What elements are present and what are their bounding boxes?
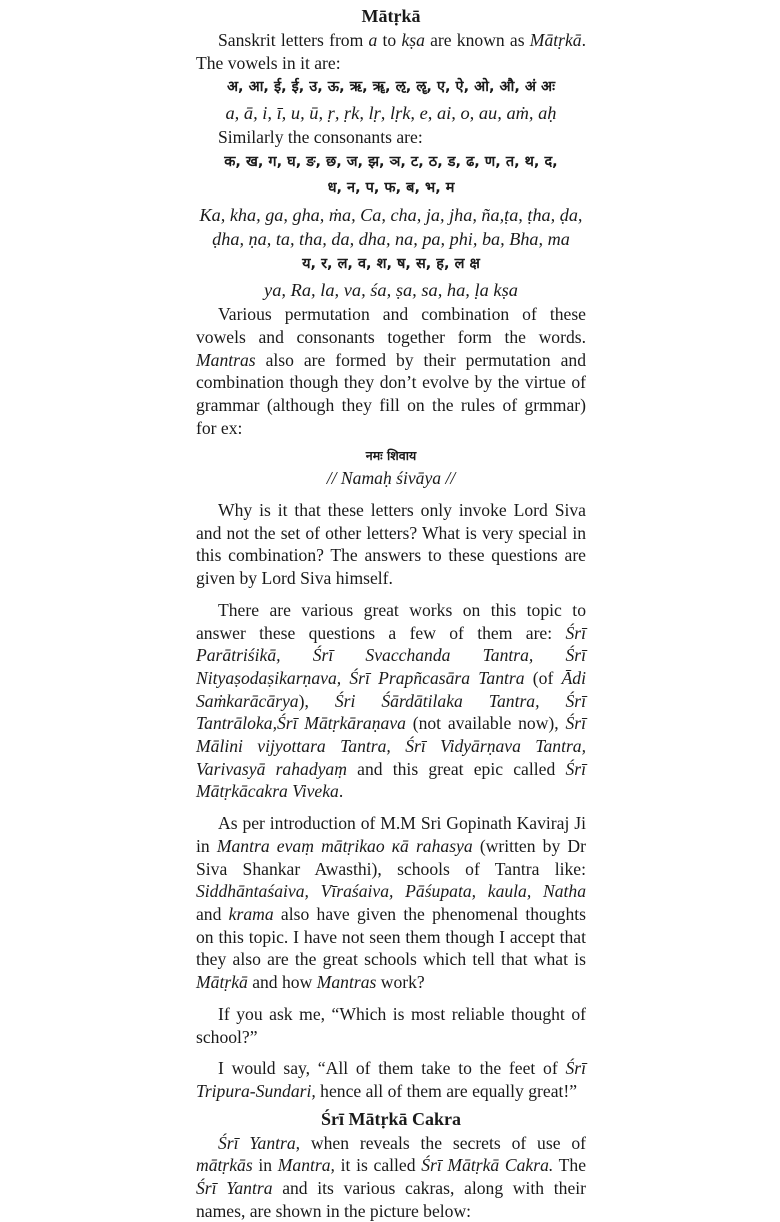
paragraph-as-per [196,812,586,994]
text-segment: ), [298,690,335,711]
semivowels-roman: ya, Ra, la, va, śa, ṣa, sa, ha, ḷa kṣa [264,280,518,301]
italic-text-segment: kṣa [401,30,425,50]
italic-text-segment: krama [228,903,274,924]
italic-text-segment: Śrī Tripura-Sundari, [196,1058,586,1101]
section-heading-matrka: Mātṛkā [361,6,421,26]
paragraph-ask [196,1003,586,1048]
vowels-devanagari: अ, आ, ई, ई, उ, ऊ, ऋ, ॠ, ऌ, ॡ, ए, ऐ, ओ, औ, अं अः [226,79,556,96]
text-segment: when reveals the secrets of use of [300,1132,587,1153]
page-text-column [196,4,586,1222]
text-segment: I would say, “All of them take to the feet of [218,1058,566,1079]
text-segment: Sanskrit letters from [218,30,369,50]
text-segment: Various permutation and combination of these vowels and consonants together form the words. [196,304,586,347]
text-segment: are known as [424,30,530,50]
text-segment: and [196,903,229,924]
consonants-intro: Similarly the consonants are: [218,127,423,148]
italic-text-segment: a [368,30,378,50]
text-segment: also have given the phenomenal thoughts on this topic. I have not seen them though I accept that they also are the great schools which tell that what is [196,903,586,970]
italic-text-segment: Mantra evaṃ mātṛikao кā rahasya [216,835,473,856]
italic-text-segment: Śrī Yantra [196,1178,273,1199]
italic-text-segment: Śrī Mātṛkā Cakra. [421,1155,554,1176]
mantra-roman: // Namaḥ śivāya // [326,468,456,489]
paragraph-works [196,599,586,803]
italic-text-segment: Mātṛkā [196,972,248,993]
semivowels-devanagari: य, र, ल, व, श, ष, स, ह, ल क्ष [302,256,480,273]
italic-text-segment: Śri Śārdātilaka Tantra, Śrī Tantrāloka,Śrī Mātṛkāraṇava [196,690,587,734]
text-segment: to [377,30,402,50]
paragraph-why [196,499,586,590]
text-segment: (written by Dr Siva Shankar Awasthi), schools of Tantra like: [196,835,586,879]
text-segment: There are various great works on this topic to answer these questions a few of them are: [196,599,586,643]
italic-text-segment: Mantras [316,972,377,993]
italic-text-segment: Mantra, [277,1155,335,1176]
italic-text-segment: Śrī Yantra, [218,1132,301,1153]
section-heading-sri-matrka-cakra: Śrī Mātṛkā Cakra [321,1108,461,1129]
text-segment: in [252,1155,278,1176]
text-segment: The [553,1155,586,1176]
paragraph-say [196,1057,586,1102]
text-segment: As per introduction of M.M Sri Gopinath Kaviraj Ji in [196,813,586,856]
text-segment: (of [524,667,562,688]
text-segment: and how [247,972,317,993]
paragraph-intro [196,29,586,74]
italic-text-segment: Siddhāntaśaiva, Vīraśaiva, Pāśupata, kaula, Natha [196,881,586,902]
text-segment: also are formed by their permutation and combination though they don’t evolve by the virtue of grammar (although they fill on the rules of grmmar) for ex: [196,349,586,438]
mantra-devanagari: नमः शिवाय [365,448,417,464]
text-segment: . The vowels in it are: [196,30,586,73]
text-segment: (not available now), [405,713,566,734]
text-segment: work? [376,972,425,993]
italic-text-segment: Mantras [196,349,256,370]
consonants-roman: Ka, kha, ga, gha, ṁa, Ca, cha, ja, jha, ña,ṭa, ṭha, ḍa, ḍha, ṇa, ta, tha, da, dha, na, pa, phi, ba, Bha, ma [199,205,583,250]
italic-text-segment: Ādi Saṁkarācārya [196,667,586,711]
italic-text-segment: Śrī Mālini vijyottara Tantra, Śrī Vidyārṇava Tantra, Varivasyā rahadyaṃ [196,713,586,779]
italic-text-segment: mātṛkās [196,1155,253,1176]
text-segment: and this great epic called [346,758,566,779]
text-segment: hence all of them are equally great!” [315,1080,578,1101]
text-segment: and its various cakras, along with their names, are shown in the picture below: [196,1178,587,1221]
text-segment: it is called [334,1155,422,1176]
paragraph-yantra [196,1132,586,1222]
text-segment: . [338,781,344,802]
paragraph-various [196,303,586,439]
vowels-roman: a, ā, i, ī, u, ū, ṛ, ṛk, lṛ, lṛk, e, ai, o, au, aṁ, aḥ [225,103,557,124]
italic-text-segment: Mātṛkā [529,30,582,50]
text-segment: Why is it that these letters only invoke Lord Siva and not the set of other letters? What is very special in this combination? The answers to these questions are given by Lord Siva himself. [196,500,586,589]
text-segment: If you ask me, “Which is most reliable thought of school?” [196,1003,586,1047]
italic-text-segment: Śrī Parātriśikā, Śrī Svacchanda Tantra, Śrī Nityaṣodaṣikarṇava, Śrī Prapñcasāra Tantra [196,622,586,688]
consonants-devanagari-line2: ध, न, प, फ, ब, भ, म [327,180,455,197]
italic-text-segment: Śrī Mātṛkācakra Viveka [196,758,586,802]
consonants-devanagari-line1: क, ख, ग, घ, ङ, छ, ज, झ, ञ, ट, ठ, ड, ढ, ण, त, थ, द, [224,154,558,171]
